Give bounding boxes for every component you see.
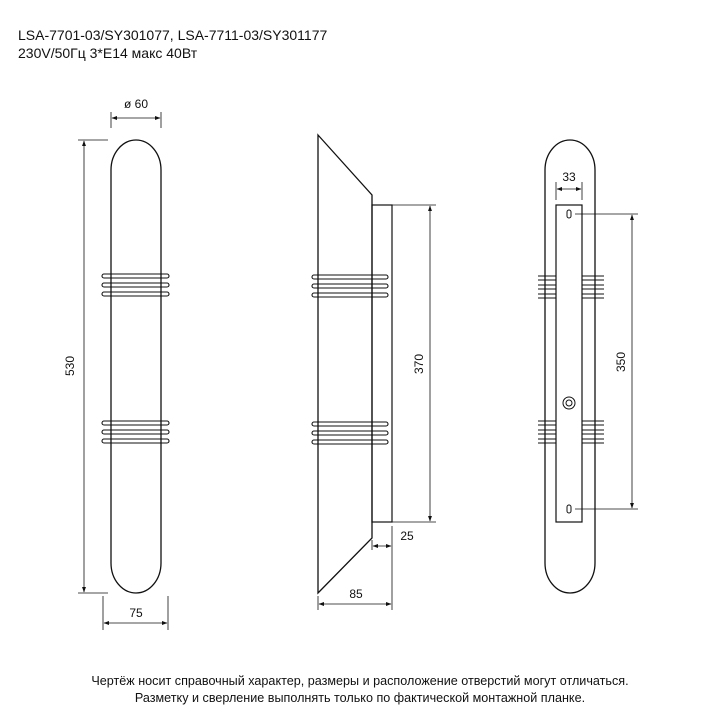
back-plate-width-dim — [556, 182, 582, 200]
back-mounting-plate — [556, 205, 582, 522]
front-width-label: 75 — [129, 606, 143, 620]
side-lower-rings — [312, 422, 388, 444]
front-height-dim — [78, 140, 108, 593]
disclaimer-line-2: Разметку и сверление выполнять только по фактической монтажной планке. — [134, 691, 586, 705]
front-lamp-body — [111, 140, 161, 593]
front-lower-rings — [102, 421, 169, 443]
front-diameter-label: ø 60 — [123, 97, 149, 111]
back-hole-spacing-dim — [575, 214, 638, 509]
back-upper-rings — [538, 276, 604, 298]
back-bottom-slot — [567, 505, 571, 513]
back-lower-rings — [538, 421, 604, 443]
disclaimer-line-1: Чертёж носит справочный характер, размеры и расположение отверстий могут отличаться. — [91, 674, 629, 688]
front-diameter-dim — [111, 112, 161, 128]
front-height-label: 530 — [63, 355, 77, 377]
front-view — [78, 112, 169, 630]
back-hole-spacing-label: 350 — [614, 351, 628, 373]
side-depth-label: 85 — [349, 587, 363, 601]
side-backplate-depth-dim — [372, 526, 392, 550]
side-backplate-height-label: 370 — [412, 353, 426, 375]
back-top-slot — [567, 210, 571, 218]
back-center-screw-outer — [563, 397, 575, 409]
side-depth-dim — [318, 550, 392, 610]
back-plate-width-label: 33 — [562, 170, 576, 184]
back-lamp-body — [545, 140, 595, 593]
side-backplate-depth-label: 25 — [400, 529, 414, 543]
side-backplate — [372, 205, 392, 522]
front-upper-rings — [102, 274, 169, 296]
side-lamp-body — [318, 135, 372, 593]
back-center-screw-inner — [566, 400, 572, 406]
model-numbers: LSA-7701-03/SY301077, LSA-7711-03/SY301177 — [18, 27, 328, 43]
side-upper-rings — [312, 275, 388, 297]
electrical-specs: 230V/50Гц 3*E14 макс 40Вт — [18, 45, 198, 61]
